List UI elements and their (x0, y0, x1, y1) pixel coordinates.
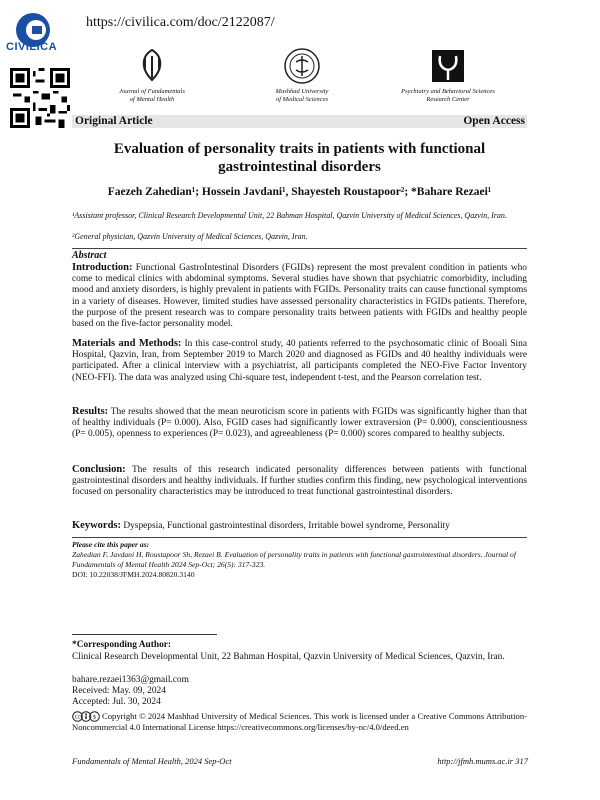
document-url[interactable]: https://civilica.com/doc/2122087/ (86, 15, 275, 30)
university-seal-icon (282, 46, 322, 86)
research-center-logo-icon (428, 46, 468, 86)
citation-doi[interactable]: DOI: 10.22038/JFMH.2024.80820.3140 (72, 570, 195, 579)
access-type: Open Access (463, 115, 525, 127)
corresponding-address: Clinical Research Developmental Unit, 22 Bahman Hospital, Qazvin University of Medical Sciences, Qazvin, Iran. (72, 652, 505, 662)
abstract-introduction: Introduction: Functional GastroIntestinal Disorders (FGIDs) represent the most prevalent condition in patients who come to medical clinics with abdominal symptoms. Several studies have shown that psychiatric comorbidity, including mood and anxiety disorders, is highly prevalent in patients with FGIDs. Personality traits can cause functional symptoms in a variety of diseases. However, limited studies have assessed personality characteristics in FGIDs patients. Therefore, the purpose of the present research was to compare personality traits between patients with FGIDs and healthy people based on the five-factor personality model. (72, 262, 527, 330)
research-center-caption: Psychiatry and Behavioral Sciences Research Center (401, 88, 495, 103)
divider (72, 248, 527, 249)
university-caption: Mashhad University of Medical Sciences (275, 88, 329, 103)
paper-title: Evaluation of personality traits in patients with functional gastrointestinal disorders (113, 141, 486, 175)
license-text: Copyright © 2024 Mashhad University of Medical Sciences. This work is licensed under a Creative Commons Attribution-Noncommercial 4.0 International License https://creativecommons.org/licenses/by-nc/4.0/deed.en (72, 711, 527, 732)
divider (72, 537, 527, 538)
accepted-date: Accepted: Jul. 30, 2024 (72, 697, 161, 707)
abstract-conclusion: Conclusion: The results of this research indicated personality differences between patients with functional gastrointestinal disorders and healthy individuals. If further studies confirm this finding, new psychological interventions focused on personality characteristics may be introduced to treat functional gastrointestinal disorders. (72, 464, 527, 498)
abstract-results: Results: The results showed that the mean neuroticism score in patients with FGIDs was significantly higher than that of healthy individuals (P= 0.000). Also, FGID cases had significantly lower extraversion (P= 0.000), conscientiousness (P= 0.005), openness to experiences (P= 0.023), and agreeableness (P= 0.000) scores compared to healthy subjects. (72, 406, 527, 440)
affiliation-1: ¹Assistant professor, Clinical Research Developmental Unit, 22 Bahman Hospital, Qazvin University of Medical Sciences, Qazvin, Iran. (72, 211, 507, 220)
received-date: Received: May. 09, 2024 (72, 686, 166, 696)
journal-logo-icon (132, 46, 172, 86)
footer-page: http://jfmh.mums.ac.ir 317 (437, 756, 528, 766)
article-type: Original Article (75, 115, 153, 127)
footer-journal: Fundamentals of Mental Health, 2024 Sep-Oct (72, 756, 232, 766)
author-list: Faezeh Zahedian¹; Hossein Javdani¹, Shayesteh Roustapoor²; *Bahare Rezaei¹ (107, 186, 492, 198)
journal-caption: Journal of Fundamentals of Mental Health (119, 88, 185, 103)
affiliation-2: ²General physician, Qazvin University of Medical Sciences, Qazvin, Iran. (72, 232, 308, 241)
abstract-heading: Abstract (72, 250, 107, 261)
svg-text:cc: cc (74, 714, 81, 721)
abstract-methods: Materials and Methods: In this case-control study, 40 patients referred to the psychosomatic clinic of Booali Sina Hospital, Qazvin, Iran, from September 2019 to March 2020 and diagnosed as FGIDs and 40 healthy individuals were participated. After a clinical interview with a psychiatrist, all participants completed the NEO-Five Factor Inventory (NEO-FFI). The data was analyzed using Chi-square test, independent t-test, and the Pearson correlation test. (72, 338, 527, 383)
citation-text: Zahedian F, Javdani H, Roustapoor Sh, Rezaei B. Evaluation of personality traits in patients with functional gastrointestinal disorders. Journal of Fundamentals of Mental Health 2024 Sep-Oct; 26(5): 317-323. (72, 550, 516, 569)
svg-text:$: $ (92, 714, 97, 721)
qr-code-icon (10, 68, 70, 128)
civilica-brand: CIVILICA (6, 41, 58, 53)
corresponding-email[interactable]: bahare.rezaei1363@gmail.com (72, 675, 189, 685)
footnote-rule (72, 634, 217, 635)
corresponding-heading: *Corresponding Author: (72, 640, 172, 650)
citation-heading: Please cite this paper as: (72, 540, 150, 549)
keywords: Keywords: Dyspepsia, Functional gastrointestinal disorders, Irritable bowel syndrome, Personality (72, 520, 450, 531)
